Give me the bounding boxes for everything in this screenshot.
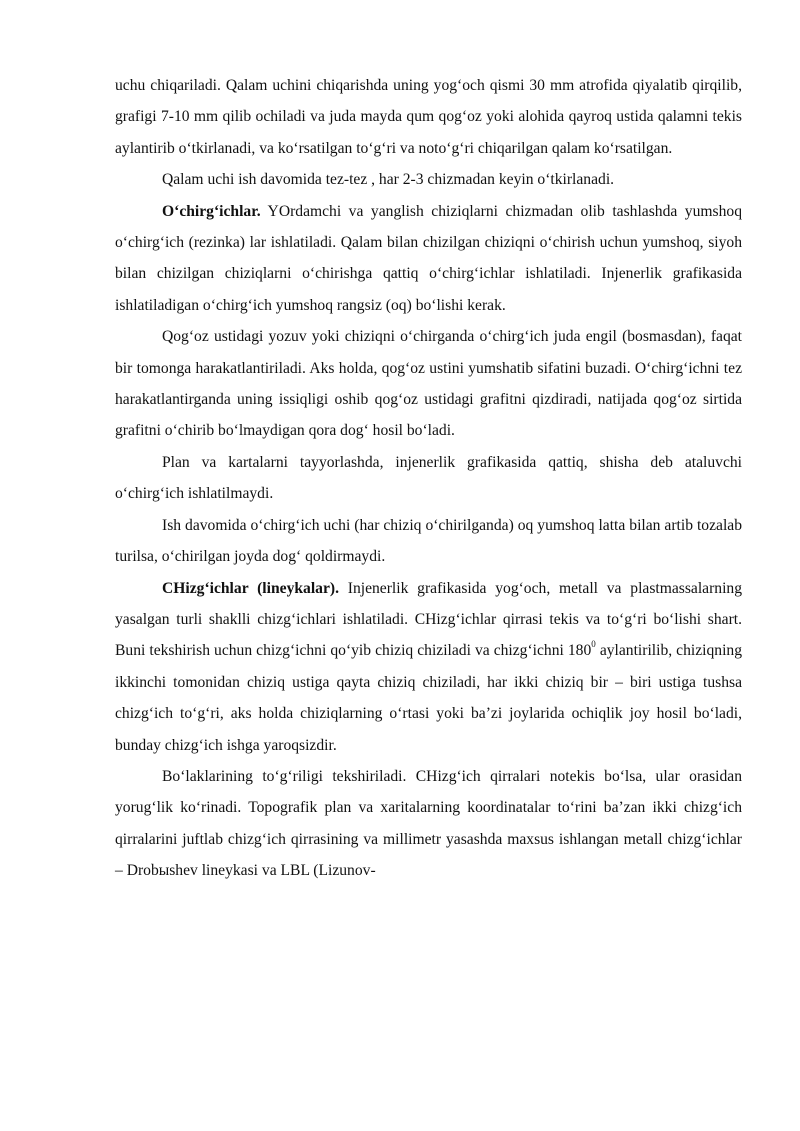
paragraph-text-tail: aylantirilib, chiziqning ikkinchi tomonidan chiziq ustiga qayta chiziq chiziladi, har ikki chiziq bir – biri ustiga tushsa chizg‘ich to‘g‘ri, aks holda chiziqlarning o‘rtasi yoki ba’zi joylarida ochiqlik joy hosil bo‘ladi, bunday chizg‘ich ishga yaroqsizdir. xyxy=(115,642,742,754)
paragraph-text: YOrdamchi va yanglish chiziqlarni chizmadan olib tashlashda yumshoq o‘chirg‘ich (rezinka) lar ishlatiladi. Qalam bilan chizilgan chiziqni o‘chirish uchun yumshoq, siyoh bilan chizilgan chiziqlarni o‘chirishga qattiq o‘chirg‘ichlar ishlatiladi. Injenerlik grafikasida ishlatiladigan o‘chirg‘ich yumshoq rangsiz (oq) bo‘lishi kerak. xyxy=(115,202,742,314)
paragraph-text: Qog‘oz ustidagi yozuv yoki chiziqni o‘chirganda o‘chirg‘ich juda engil (bosmasdan), faqat bir tomonga harakatlantiriladi. Aks holda, qog‘oz ustini yumshatib sifatini buzadi. O‘chirg‘ichni tez harakatlantirganda uning issiqligi oshib qog‘oz ustidagi grafitni qizdiradi, natijada qog‘oz sirtida grafitni o‘chirib bo‘lmaydigan qora dog‘ hosil bo‘ladi. xyxy=(115,328,742,440)
paragraph-text: Ish davomida o‘chirg‘ich uchi (har chiziq o‘chirilganda) oq yumshoq latta bilan artib tozalab turilsa, o‘chirilgan joyda dog‘ qoldirmaydi. xyxy=(115,516,742,566)
paragraph xyxy=(115,164,742,195)
paragraph-text: Injenerlik grafikasida yog‘och, metall va plastmassalarning yasalgan turli shaklli chizg‘ichlari ishlatiladi. CHizg‘ichlar qirrasi tekis va to‘g‘ri bo‘lishi shart. Buni tekshirish uchun chizg‘ichni qo‘yib chiziq chiziladi va chizg‘ichni 180 xyxy=(115,579,742,660)
document-page xyxy=(115,70,742,887)
paragraph-erasers xyxy=(115,196,742,322)
paragraph xyxy=(115,761,742,887)
paragraph-text: Plan va kartalarni tayyorlashda, injenerlik grafikasida qattiq, shisha deb ataluvchi o‘chirg‘ich ishlatilmaydi. xyxy=(115,453,742,503)
paragraph xyxy=(115,447,742,510)
paragraph xyxy=(115,510,742,573)
degree-superscript: 0 xyxy=(591,639,596,650)
paragraph xyxy=(115,321,742,447)
paragraph-text: Qalam uchi ish davomida tez-tez , har 2-3 chizmadan keyin o‘tkirlanadi. xyxy=(162,171,615,189)
section-heading-erasers: O‘chirg‘ichlar. xyxy=(162,202,261,220)
paragraph-text: Bo‘laklarining to‘g‘riligi tekshiriladi. CHizg‘ich qirralari notekis bo‘lsa, ular orasidan yorug‘lik ko‘rinadi. Topografik plan va xaritalarning koordinatalar to‘rini ba’zan ikki chizg‘ich qirralarini juftlab chizg‘ich qirrasining va millimetr yasashda maxsus ishlangan metall chizg‘ichlar – Drobыshev lineykasi va LBL (Lizunov- xyxy=(115,767,742,880)
section-heading-rulers: CHizg‘ichlar (lineykalar). xyxy=(162,579,339,597)
paragraph-rulers xyxy=(115,573,742,761)
paragraph-continued xyxy=(115,70,742,164)
paragraph-text: uchu chiqariladi. Qalam uchini chiqarishda uning yog‘och qismi 30 mm atrofida qiyalatib qirqilib, grafigi 7-10 mm qilib ochiladi va juda mayda qum qog‘oz yoki alohida qayroq ustida qalamni tekis aylantirib o‘tkirlanadi, va ko‘rsatilgan to‘g‘ri va noto‘g‘ri chiqarilgan qalam ko‘rsatilgan. xyxy=(115,77,742,157)
